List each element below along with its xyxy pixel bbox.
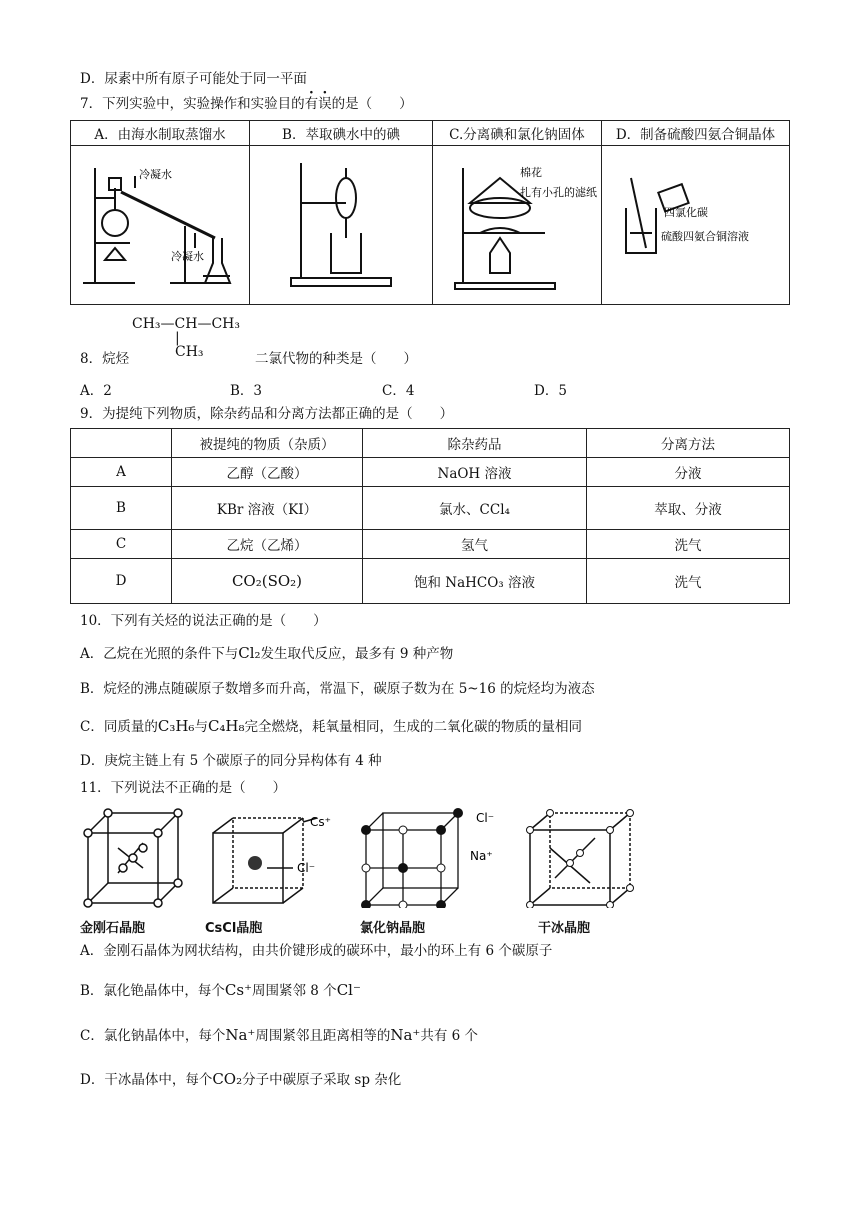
sublimation-apparatus [433, 146, 602, 305]
label-cold-water-out: 冷凝水 [171, 250, 204, 263]
table-row [71, 559, 790, 604]
caption-cscl: CsCl晶胞 [205, 921, 263, 936]
q9-header-blank [71, 429, 172, 458]
formula-na-plus: Na⁺ [390, 1026, 421, 1044]
table-cell: C [71, 530, 172, 559]
table-cell: KBr 溶液（KI） [172, 487, 363, 530]
dry-ice-unit-cell [520, 808, 645, 912]
q11-stem: 11．下列说法不正确的是（ ） [80, 780, 287, 796]
q7-header-a: A．由海水制取蒸馏水 [71, 121, 250, 146]
q8-structure-branch: CH₃ [175, 344, 204, 360]
q9-stem: 9．为提纯下列物质，除杂药品和分离方法都正确的是（ ） [80, 406, 454, 422]
label-ccl4: 四氯化碳 [663, 206, 708, 219]
table-cell: D [71, 559, 172, 604]
table-row [71, 530, 790, 559]
formula-c3h6: C₃H₆ [157, 717, 195, 735]
table-cell: 分液 [587, 458, 790, 487]
caption-dry-ice: 干冰晶胞 [538, 921, 591, 936]
distillation-apparatus [71, 146, 250, 305]
table-cell: 氯水、CCl₄ [363, 487, 587, 530]
label-copper-solution: 硫酸四氨合铜溶液 [660, 230, 749, 243]
beaker-crystallization-icon [606, 148, 786, 298]
crystallization-apparatus [602, 146, 790, 305]
formula-cs-plus: Cs⁺ [224, 981, 253, 999]
q6-option-d: D．尿素中所有原子可能处于同一平面 [80, 71, 307, 87]
emphasis-dot-char: 有 [304, 96, 319, 112]
label-cs-ion: Cs⁺ [310, 815, 331, 829]
label-nacl-cl: Cl⁻ [476, 811, 495, 825]
diamond-cell-icon [78, 808, 188, 908]
q8-stem-suffix: 二氯代物的种类是（ ） [255, 351, 417, 367]
cscl-unit-cell [205, 808, 335, 912]
q9-purification-table [70, 428, 790, 604]
table-cell: 洗气 [587, 559, 790, 604]
q8-stem-prefix: 8．烷烃 [80, 351, 130, 367]
formula-cl2: Cl₂ [238, 644, 261, 662]
table-row [71, 458, 790, 487]
formula-c4h8: C₄H₈ [207, 717, 245, 735]
q10-option-c: C．同质量的C₃H₆与C₄H₈完全燃烧，耗氧量相同，生成的二氧化碳的物质的量相同 [80, 717, 583, 735]
distillation-apparatus-icon [75, 148, 245, 298]
table-row [71, 487, 790, 530]
q11-option-b: B．氯化铯晶体中，每个Cs⁺周围紧邻 8 个Cl⁻ [80, 981, 361, 999]
label-cl-ion: Cl⁻ [297, 861, 316, 875]
table-cell: 乙烷（乙烯） [172, 530, 363, 559]
q9-header-substance: 被提纯的物质（杂质） [172, 429, 363, 458]
table-cell: B [71, 487, 172, 530]
formula-na-plus: Na⁺ [225, 1026, 256, 1044]
emphasis-dot-char: 误 [318, 96, 332, 112]
q8-option-b: B．3 [230, 383, 263, 399]
table-cell: 洗气 [587, 530, 790, 559]
nacl-unit-cell [358, 808, 508, 912]
dry-ice-cell-icon [520, 808, 645, 908]
q10-option-a: A．乙烷在光照的条件下与Cl₂发生取代反应，最多有 9 种产物 [80, 644, 454, 662]
q8-option-c: C．4 [382, 383, 415, 399]
sublimation-icon [435, 148, 600, 298]
formula-co2: CO₂ [212, 1070, 243, 1088]
q8-structure-branch-bond: | [175, 330, 180, 346]
q10-option-b: B．烷烃的沸点随碳原子数增多而升高，常温下，碳原子数为在 5~16 的烷烃均为液态 [80, 681, 595, 697]
label-nacl-na: Na⁺ [470, 849, 493, 863]
q9-header-method: 分离方法 [587, 429, 790, 458]
table-cell: CO₂(SO₂) [172, 559, 363, 604]
q7-header-d: D．制备硫酸四氨合铜晶体 [602, 121, 790, 146]
label-cotton: 棉花 [519, 166, 542, 179]
q9-header-reagent: 除杂药品 [363, 429, 587, 458]
q7-header-b: B．萃取碘水中的碘 [250, 121, 433, 146]
extraction-apparatus [250, 146, 433, 305]
caption-diamond: 金刚石晶胞 [80, 921, 146, 936]
q7-header-c: C.分离碘和氯化钠固体 [433, 121, 602, 146]
diamond-unit-cell [78, 808, 188, 912]
table-cell: 饱和 NaHCO₃ 溶液 [363, 559, 587, 604]
q11-option-d: D．干冰晶体中，每个CO₂分子中碳原子采取 sp 杂化 [80, 1070, 402, 1088]
table-cell: 氢气 [363, 530, 587, 559]
q11-option-c: C．氯化钠晶体中，每个Na⁺周围紧邻且距离相等的Na⁺共有 6 个 [80, 1026, 479, 1044]
q8-option-a: A．2 [80, 383, 112, 399]
q10-stem: 10．下列有关烃的说法正确的是（ ） [80, 613, 327, 629]
q11-option-a: A．金刚石晶体为网状结构，由共价键形成的碳环中，最小的环上有 6 个碳原子 [80, 943, 553, 959]
q10-option-d: D．庚烷主链上有 5 个碳原子的同分异构体有 4 种 [80, 753, 382, 769]
caption-nacl: 氯化钠晶胞 [360, 921, 426, 936]
q7-stem: 7．下列实验中，实验操作和实验目的有误的是（ ） [80, 96, 413, 112]
table-cell: 乙醇（乙酸） [172, 458, 363, 487]
q8-structure-main: CH₃—CH—CH₃ [132, 316, 240, 332]
separatory-funnel-icon [256, 148, 426, 298]
table-cell: A [71, 458, 172, 487]
q7-experiment-table [70, 120, 790, 305]
q8-option-d: D．5 [534, 383, 567, 399]
label-cold-water-in: 冷凝水 [139, 168, 172, 181]
table-cell: NaOH 溶液 [363, 458, 587, 487]
nacl-cell-icon [358, 808, 508, 908]
label-filter-paper: 扎有小孔的滤纸 [519, 186, 597, 199]
formula-cl-minus: Cl⁻ [336, 981, 361, 999]
table-cell: 萃取、分液 [587, 487, 790, 530]
cscl-cell-icon [205, 808, 335, 908]
